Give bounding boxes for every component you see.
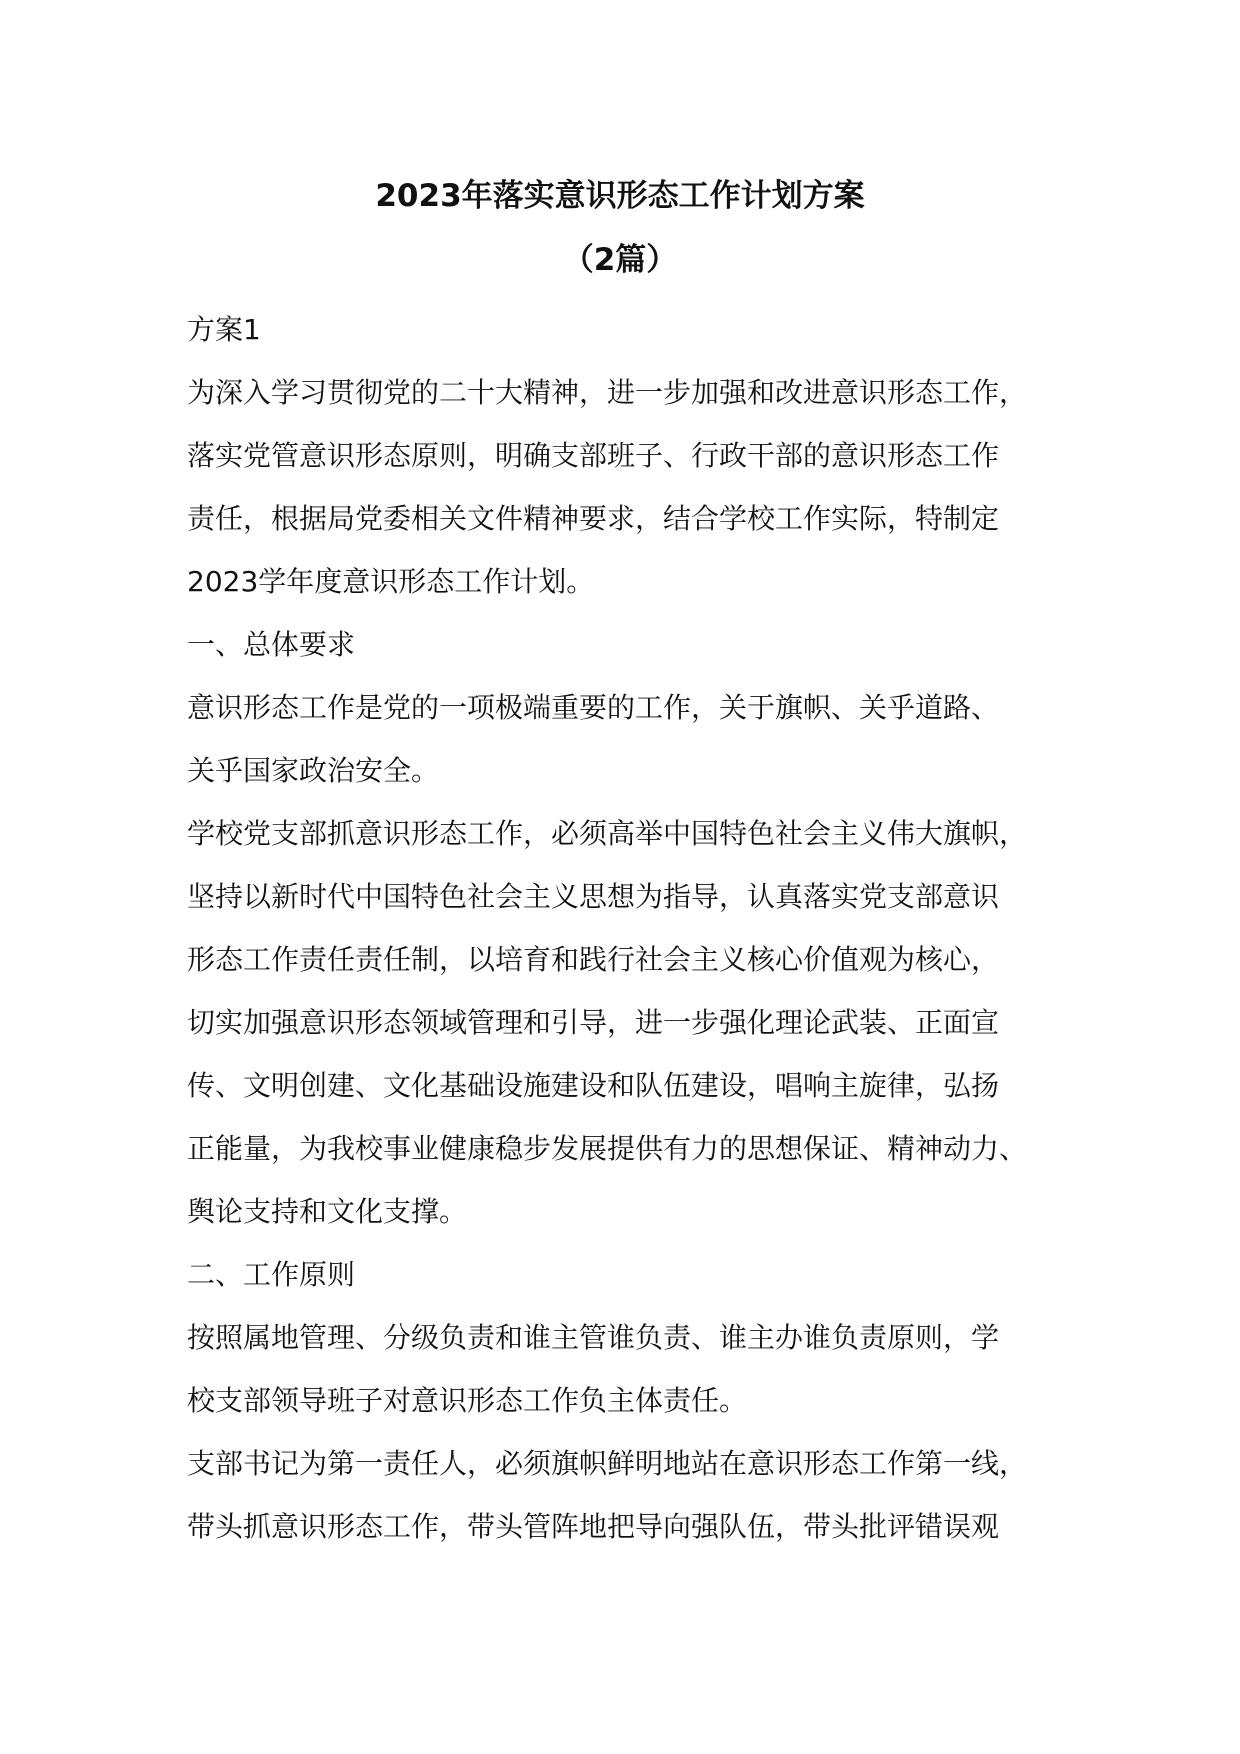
paragraph-line: 传、文明创建、文化基础设施建设和队伍建设，唱响主旋律，弘扬 (187, 1069, 1000, 1102)
document-title: 2023年落实意识形态工作计划方案 (375, 178, 865, 214)
paragraph-line: 意识形态工作是党的一项极端重要的工作，关于旗帜、关乎道路、 (187, 691, 1000, 724)
paragraph-line: 责任，根据局党委相关文件精神要求，结合学校工作实际，特制定 (187, 502, 1000, 535)
section-heading: 二、工作原则 (187, 1258, 356, 1291)
paragraph-line: 坚持以新时代中国特色社会主义思想为指导，认真落实党支部意识 (187, 880, 1000, 913)
paragraph-line: 按照属地管理、分级负责和谁主管谁负责、谁主办谁负责原则，学 (187, 1321, 1000, 1354)
paragraph-line: 校支部领导班子对意识形态工作负主体责任。 (187, 1384, 748, 1417)
section-heading: 一、总体要求 (187, 628, 356, 661)
paragraph-line: 支部书记为第一责任人，必须旗帜鲜明地站在意识形态工作第一线， (187, 1447, 1028, 1480)
paragraph-line: 2023学年度意识形态工作计划。 (187, 565, 595, 598)
paragraph-line: 学校党支部抓意识形态工作，必须高举中国特色社会主义伟大旗帜， (187, 817, 1028, 850)
paragraph-line: 舆论支持和文化支撑。 (187, 1195, 468, 1228)
paragraph-line: 落实党管意识形态原则，明确支部班子、行政干部的意识形态工作 (187, 439, 1000, 472)
paragraph-line: 形态工作责任责任制，以培育和践行社会主义核心价值观为核心， (187, 943, 1000, 976)
paragraph-line: 带头抓意识形态工作，带头管阵地把导向强队伍，带头批评错误观 (187, 1510, 1000, 1543)
paragraph-line: 正能量，为我校事业健康稳步发展提供有力的思想保证、精神动力、 (187, 1132, 1028, 1165)
document-subtitle: （2篇） (562, 242, 678, 278)
paragraph-line: 关乎国家政治安全。 (187, 754, 440, 787)
paragraph-line: 为深入学习贯彻党的二十大精神，进一步加强和改进意识形态工作， (187, 376, 1028, 409)
section-label: 方案1 (187, 313, 261, 346)
paragraph-line: 切实加强意识形态领域管理和引导，进一步强化理论武装、正面宣 (187, 1006, 1000, 1039)
